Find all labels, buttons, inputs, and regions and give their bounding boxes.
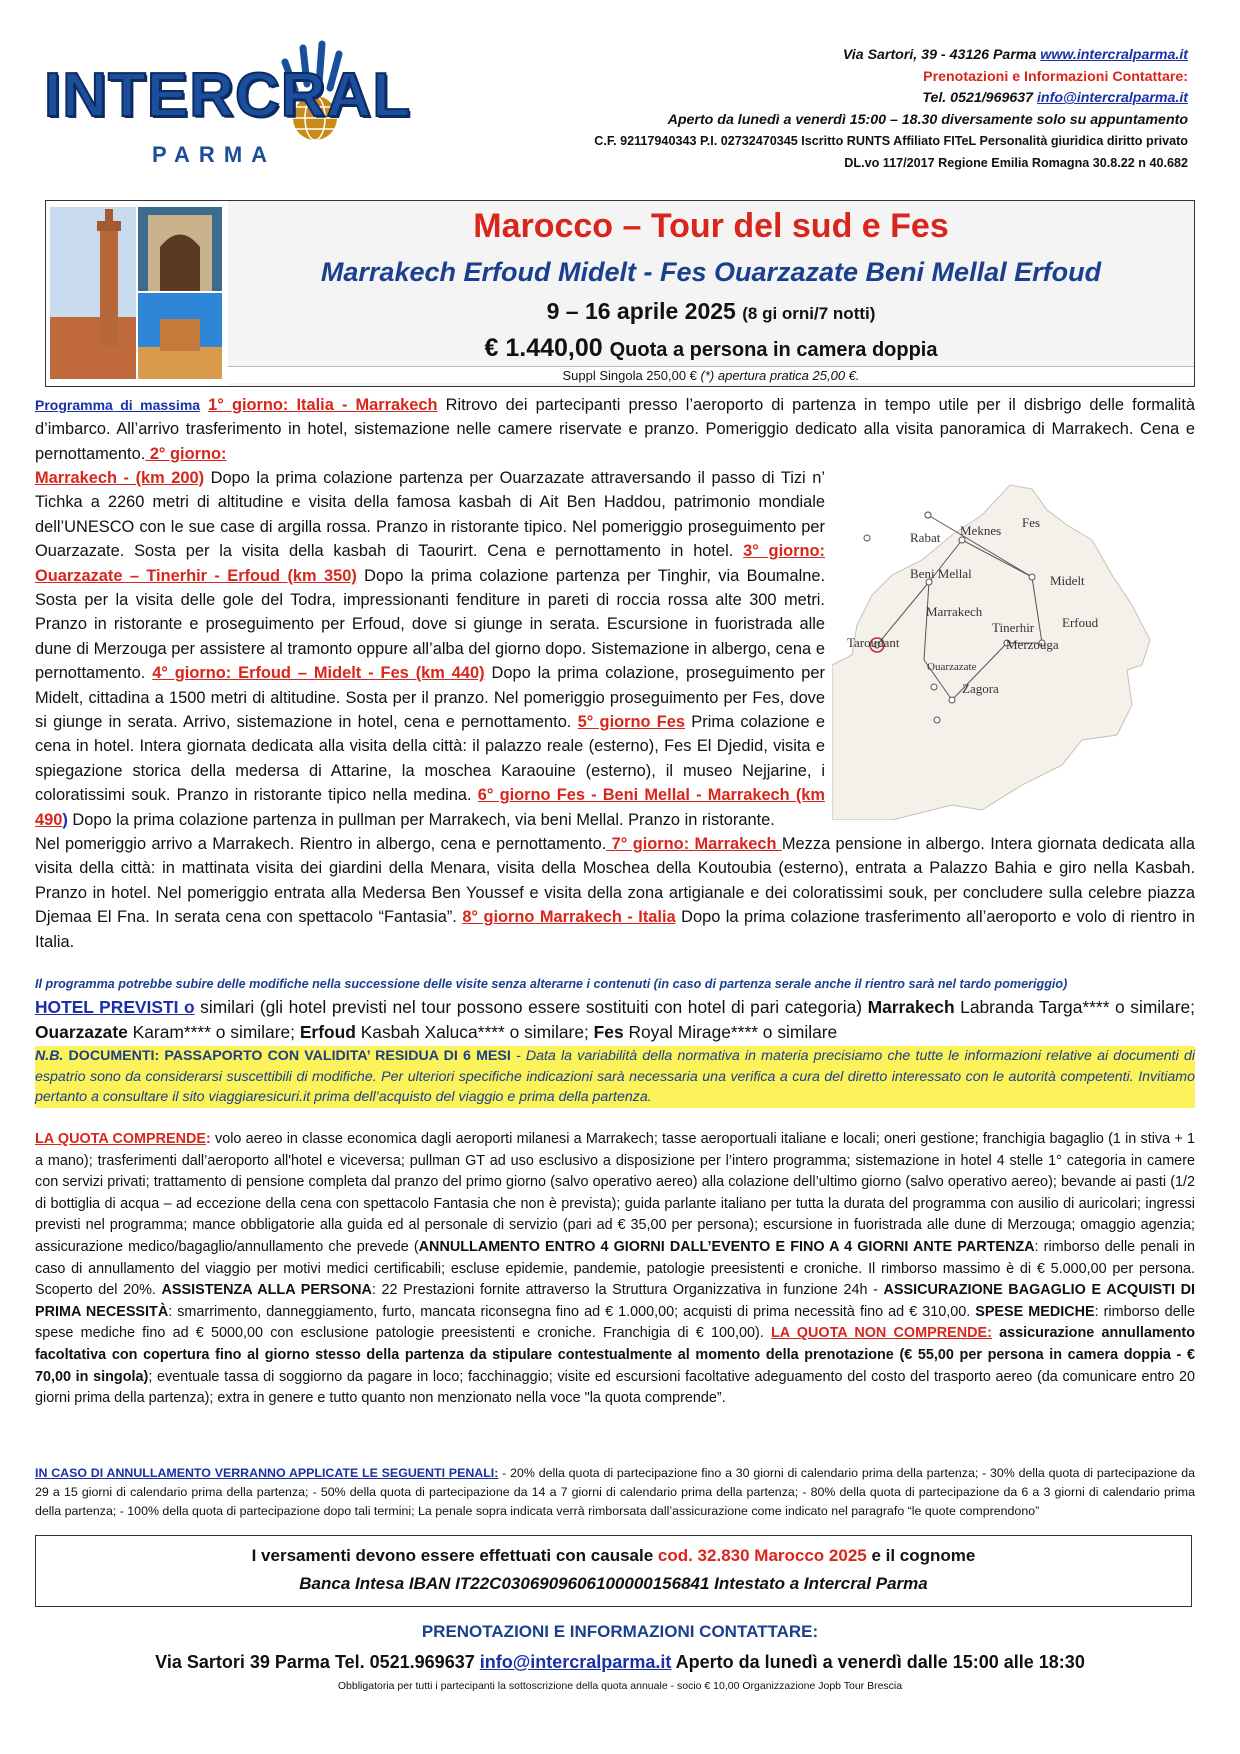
map-label-fes: Fes [1022,515,1041,530]
footer-email-link[interactable]: info@intercralparma.it [479,1652,672,1672]
payment-line-1: I versamenti devono essere effettuati con causale cod. 32.830 Marocco 2025 e il cognome [251,1546,976,1565]
program-label: Programma di massima [35,397,201,413]
intercral-logo [42,40,412,175]
map-label-zagora: Zagora [962,681,999,696]
map-label-taroudant: Taroudant [847,635,900,650]
map-label-beni-mellal: Beni Mellal [910,566,972,581]
tour-title: Marocco – Tour del sud e Fes [473,207,949,245]
map-label-ouarzazate: Ouarzazate [927,661,977,673]
booking-label: Prenotazioni e Informazioni Contattare: [923,68,1188,85]
footer-note: Obbligatoria per tutti i partecipanti la sottoscrizione della quota annuale - socio € 10,00 Organizzazione Jopb Tour Brescia [337,1680,903,1692]
tour-price: € 1.440,00 Quota a persona in camera doppia [484,334,938,362]
day2-title: Marrakech - (km 200) [35,469,205,487]
program-note: Il programma potrebbe subire delle modifiche nella successione delle visite senza alterarne i contenuti (in caso di partenza serale anche il rientro sarà nel tardo pomeriggio) [35,977,1068,991]
map-label-marrakech: Marrakech [926,604,983,619]
map-label-tinerhir: Tinerhir [992,620,1035,635]
email-link[interactable]: info@intercralparma.it [1036,90,1188,106]
morocco-photos-collage [50,207,222,379]
program-days-2-6: Marrakech - (km 200) Dopo la prima colazione partenza per Ouarzazate attraversando il passo di Tizi n’ Tichka a 2260 metri di altitudine e visita della famosa kasbah di Ait Ben Haddou, patrimonio mondiale dell’UNESCO con le sue case di argilla rossa. Pranzo in ristorante tipico. Nel pomeriggio proseguimento per Ouarzazate. Sosta per la visita della kasbah di Taourirt. Cena e pernottamento in hotel. 3° giorno: Ouarzazate – Tinerhir - Erfoud (km 350) Dopo la prima colazione partenza per Tinghir, via Boumalne. Sosta per la visita delle gole del Todra, impressionanti fenditure in pareti di roccia rossa alte 300 metri. Pranzo in ristorante e proseguimento per Erfoud, dove si giunge in serata. Escursione in fuoristrada alle dune di Merzouga per assistere al tramonto oppure all’alba del giorno dopo. Sistemazione in albergo, cena e pernottamento. 4° giorno: Erfoud – Midelt - Fes (km 440) Dopo la prima colazione, proseguimento per Midelt, cittadina a 1500 metri di altitudine. Sosta per il pranzo. Nel pomeriggio proseguimento per Fes, dove si giunge in serata. Arrivo, sistemazione in hotel, cena e pernottamento. 5° giorno Fes Prima colazione e cena in hotel. Intera giornata dedicata alla visita della città: il palazzo reale (esterno), Fes El Djedid, visita e spiegazione storica della medersa di Attarine, la moschea Karaouine (esterno), il museo Nejjarine, i coloratissimi souk. Pranzo in ristorante tipico nella medina. 6° giorno Fes - Beni Mellal - Marrakech (km 490) Dopo la prima colazione partenza in pullman per Marrakech, via beni Mellal. Pranzo in ristorante. [35,469,826,829]
payment-iban: Banca Intesa IBAN IT22C0306909606100000156841 Intestato a Intercral Parma [299,1574,928,1593]
legal-line-2: DL.vo 117/2017 Regione Emilia Romagna 30.8.22 n 40.682 [844,155,1188,170]
website-link[interactable]: www.intercralparma.it [1040,47,1188,63]
documents-notice: N.B. DOCUMENTI: PASSAPORTO CON VALIDITA’ RESIDUA DI 6 MESI - Data la variabilità della normativa in materia precisiamo che tutte le informazioni relative ai documenti di espatrio sono da considerarsi suscettibili di modifiche. Per ulteriori specifiche indicazioni sarà necessaria una verifica a cura del diretto interessato con le autorità competenti. Invitiamo pertanto a consultare il sito viaggiaresicuri.it prima dell’acquisto del viaggio e prima della partenza. [35,1046,1195,1108]
tour-duration: (8 gi orni/7 notti) [742,304,876,323]
single-supplement: Suppl Singola 250,00 € (*) apertura pratica 25,00 €. [228,366,1194,383]
penalties-label: IN CASO DI ANNULLAMENTO VERRANNO APPLICATE LE SEGUENTI PENALI: [35,1466,499,1480]
map-label-rabat: Rabat [910,530,941,545]
footer-contact: Via Sartori 39 Parma Tel. 0521.969637 info@intercralparma.it Aperto da lunedì a venerdì dalle 15:00 alle 18:30 [155,1652,1085,1672]
day4-title: 4° giorno: Erfoud – Midelt - Fes (km 440) [152,664,485,683]
tour-route: Marrakech Erfoud Midelt - Fes Ouarzazate Beni Mellal Erfoud [320,257,1102,287]
day5-title: 5° giorno Fes [577,713,686,732]
logo-subtitle: PARMA [152,142,277,167]
opening-hours: Aperto da lunedì a venerdì 15:00 – 18.30 diversamente solo su appuntamento [667,111,1188,128]
day7-title: 7° giorno: Marrakech [606,835,782,853]
morocco-map [832,465,1187,820]
tour-dates: 9 – 16 aprile 2025 (8 gi orni/7 notti) [546,298,876,324]
price-note: Quota a persona in camera doppia [609,339,938,361]
day8-title: 8° giorno Marrakech - Italia [462,908,676,927]
day2-title-start: 2° giorno: [145,444,227,463]
cancellation-penalties: IN CASO DI ANNULLAMENTO VERRANNO APPLICATE LE SEGUENTI PENALI: - 20% della quota di partecipazione fino a 30 giorni di calendario prima della partenza; - 30% della quota di partecipazione da 29 a 15 giorni di calendario prima della partenza; - 50% della quota di partecipazione da 14 a 7 giorni di calendario prima della partenza; - 80% della quota di partecipazione da 6 a 3 giorni di calendario prima della partenza; - 100% della quota di partecipazione dopo tali termini; La penale sopra indicata verrà rimborsata dall’assicurazione come indicato nel paragrafo “le quote comprendono” [35,1466,1195,1518]
quota-comprende-label: LA QUOTA COMPRENDE [35,1131,207,1147]
price-conditions: LA QUOTA COMPRENDE: volo aereo in classe economica dagli aeroporti milanesi a Marrakech; tasse aeroportuali italiane e locali; oneri gestione; franchigia bagaglio (1 in stiva + 1 a mano); trasferimenti dall’aeroporto all'hotel e viceversa; pullman GT ad uso esclusivo a disposizione per l’intero programma; sistemazione in hotel 4 stelle 1° categoria in camere con servizi privati; trattamento di pensione completa dal pranzo del primo giorno (salvo operativo aereo) alla colazione dell’ultimo giorno (salvo operativo aereo); bevande ai pasti (1/2 di bottiglia di acqua – ad eccezione della cena con spettacolo Fantasia che non è prevista); guida parlante italiano per tutta la durata del programma con ausilio di auricolari; ingressi previsti nel programma; mance obbligatorie alla guida ed al personale di servizio (pari ad € 35,00 per persona); escursione in fuoristrada alle dune di Merzouga; omaggio agenzia; assicurazione medico/bagaglio/annullamento che prevede (ANNULLAMENTO ENTRO 4 GIORNI DALL’EVENTO E FINO A 4 GIORNI ANTE PARTENZA: rimborso delle penali in caso di annullamento del viaggio per motivi medici certificabili; escluse epidemie, pandemie, patologie preesistenti e croniche. Il rimborso massimo è di € 5.000,00 per persona. Scoperto del 20%. ASSISTENZA ALLA PERSONA: 22 Prestazioni fornite attraverso la Struttura Organizzativa in funzione 24h - ASSICURAZIONE BAGAGLIO E ACQUISTI DI PRIMA NECESSITÀ: smarrimento, danneggiamento, furto, mancata riconsegna fino ad € 1.000,00; acquisti di prima necessità fino ad € 310,00. SPESE MEDICHE: rimborso delle spese mediche fino ad € 5000,00 con esclusione patologie preesistenti e croniche. Franchigia di € 100,00). LA QUOTA NON COMPRENDE: assicurazione annullamento facoltativa con copertura fino al giorno stesso della partenza da stipulare contestualmente al momento della prenotazione (€ 55,00 per persona in camera doppia - € 70,00 in singola); eventuale tassa di soggiorno da pagare in loco; facchinaggio; visite ed escursioni facoltative adeguamento del costo del trasporto aereo (da comunicare entro 20 giorni prima della partenza); extra in genere e tutto quanto non menzionato nella voce "la quota comprende”. [35,1131,1196,1407]
footer-title: PRENOTAZIONI E INFORMAZIONI CONTATTARE: [421,1622,819,1641]
day1-title: 1° giorno: Italia - Marrakech [208,396,438,414]
documents-title: DOCUMENTI: PASSAPORTO CON VALIDITA’ RESIDUA DI 6 MESI [63,1048,511,1064]
hotels-label: HOTEL PREVISTI o [35,997,195,1017]
hotels-section: HOTEL PREVISTI o similari (gli hotel previsti nel tour possono essere sostituiti con hotel di pari categoria) Marrakech Labranda Targa**** o similare; Ouarzazate Karam**** o similare; Erfoud Kasbah Xaluca**** o similare; Fes Royal Mirage**** o similare [35,997,1195,1042]
quota-non-comprende-label: LA QUOTA NON COMPRENDE: [770,1325,992,1342]
payment-box [35,1535,1192,1607]
map-label-merzouga: Merzouga [1006,637,1059,652]
legal-line-1: C.F. 92117940343 P.I. 02732470345 Iscritto RUNTS Affiliato FITeL Personalità giuridica diritto privato [594,134,1188,148]
logo-wordmark: INTERCRAL [44,61,412,130]
map-label-erfoud: Erfoud [1062,615,1099,630]
map-label-midelt: Midelt [1050,573,1085,588]
map-label-meknes: Meknes [960,523,1002,538]
title-box [45,200,1195,387]
contact-block [428,45,1188,174]
program-day1: Programma di massima 1° giorno: Italia - Marrakech Ritrovo dei partecipanti presso l’aeroporto di partenza in tempo utile per il disbrigo delle formalità d’imbarco. All’arrivo trasferimento in hotel, sistemazione nelle camere riservate e pranzo. Pomeriggio dedicato alla visita panoramica di Marrakech. Cena e pernottamento. 2° giorno: [35,396,1195,463]
program-days-6-8: Nel pomeriggio arrivo a Marrakech. Rientro in albergo, cena e pernottamento. 7° giorno: Marrakech Mezza pensione in albergo. Intera giornata dedicata alla visita della città: in mattinata visita dei giardini della Menara, visita della Moschea della Koutoubia (esterno), entrata a Palazzo Bahia e giro nella Kasbah. Pranzo in hotel. Nel pomeriggio entrata alla Medersa Ben Youssef e visita della zona artigianale e dei coloratissimi souk, per concludere sulla celebre piazza Djemaa El Fna. In serata cena con spettacolo “Fantasia”. 8° giorno Marrakech - Italia Dopo la prima colazione trasferimento all’aeroporto e volo di rientro in Italia. [35,835,1195,951]
address-line: Via Sartori, 39 - 43126 Parma www.intercralparma.it [842,47,1188,63]
phone-line: Tel. 0521/969637 info@intercralparma.it [922,90,1188,106]
day3-title: 3° giorno: Ouarzazate – Tinerhir - Erfoud (km 350) [35,542,825,585]
day6-title: 6° giorno Fes - Beni Mellal - Marrakech (km 490 [35,786,825,829]
